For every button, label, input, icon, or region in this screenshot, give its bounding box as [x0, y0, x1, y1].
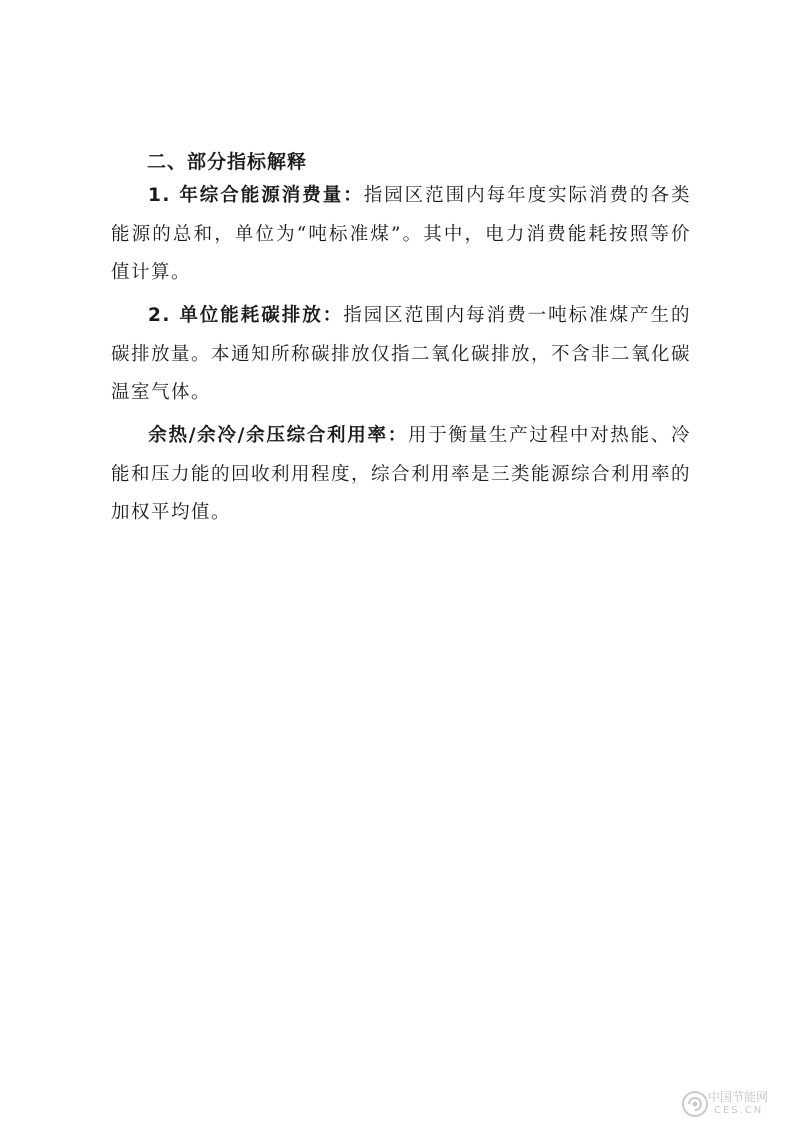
definition-term: 余热/余冷/余压综合利用率：	[148, 425, 408, 446]
definition-text: 指园区范围内每年度实际消费的各类能源的总和，单位为“吨标准煤”。其中，电力消费能耗按照等价值计算。	[111, 185, 691, 283]
watermark-logo-icon	[680, 1089, 710, 1119]
definition-text: 指园区范围内每消费一吨标准煤产生的碳排放量。本通知所称碳排放仅指二氧化碳排放，不含非二氧化碳温室气体。	[111, 305, 692, 403]
definition-term: 2. 单位能耗碳排放：	[148, 305, 344, 326]
watermark-domain: CES.CN	[714, 1105, 764, 1116]
watermark-name: 中国节能网	[708, 1090, 769, 1104]
section-heading: 二、部分指标解释	[147, 151, 308, 173]
definition-paragraph	[111, 417, 691, 533]
definition-paragraph	[111, 297, 691, 413]
definition-text: 用于衡量生产过程中对热能、冷能和压力能的回收利用程度，综合利用率是三类能源综合利用率的加权平均值。	[111, 425, 692, 523]
definition-term: 1. 年综合能源消费量：	[148, 185, 364, 206]
definition-paragraph	[111, 177, 691, 293]
watermark	[680, 1083, 788, 1123]
